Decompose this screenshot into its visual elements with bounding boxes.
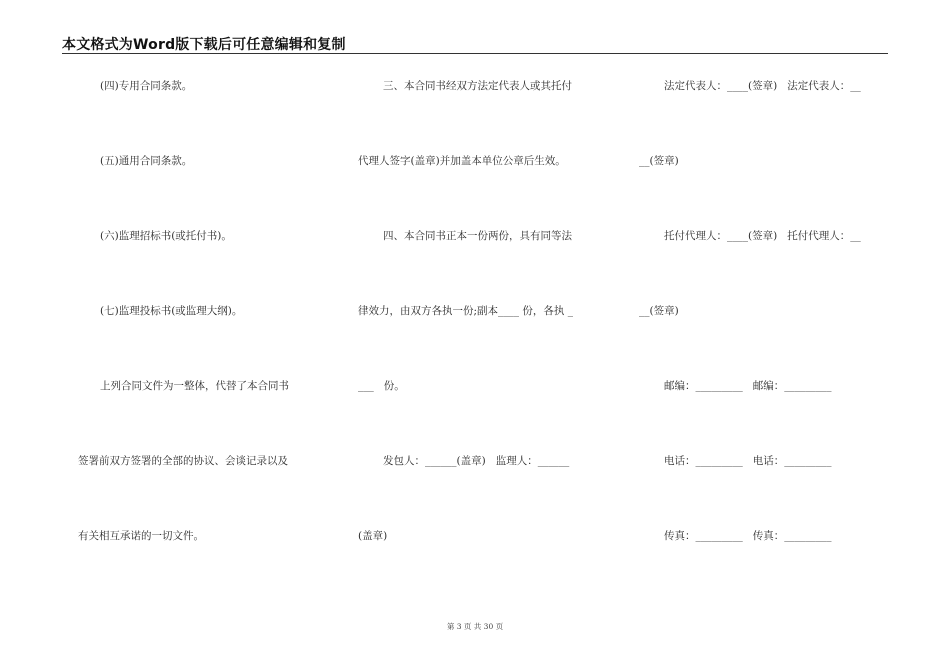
col1-line-3: (六)监理招标书(或托付书)。: [100, 230, 232, 242]
col1-line-7: 有关相互承诺的一切文件。: [78, 530, 204, 542]
col1-line-6: 签署前双方签署的全部的协议、会谈记录以及: [78, 455, 288, 467]
col2-line-2: 代理人签字(盖章)并加盖本单位公章后生效。: [358, 155, 566, 167]
document-header-title: 本文格式为Word版下载后可任意编辑和复制: [62, 37, 346, 53]
page-number: 第 3 页 共 30 页: [446, 622, 504, 631]
col2-line-3: 四、本合同书正本一份两份，具有同等法: [383, 230, 572, 242]
col3-line-1: 法定代表人：____(签章) 法定代表人：__: [664, 80, 861, 92]
col2-line-6: 发包人：______(盖章) 监理人：______: [383, 455, 570, 467]
col1-line-2: (五)通用合同条款。: [100, 155, 193, 167]
col1-line-4: (七)监理投标书(或监理大纲)。: [100, 305, 243, 317]
col2-line-1: 三、本合同书经双方法定代表人或其托付: [383, 80, 572, 92]
header-divider: [62, 53, 888, 54]
col3-line-4: __(签章): [639, 305, 679, 317]
col3-line-3: 托付代理人：____(签章) 托付代理人：__: [664, 230, 861, 242]
col2-line-5: ___ 份。: [358, 380, 405, 392]
col2-line-7: (盖章): [358, 530, 388, 542]
col3-line-5: 邮编：_________ 邮编：_________: [664, 380, 832, 392]
col2-line-4: 律效力，由双方各执一份;副本____ 份，各执 _: [358, 305, 573, 317]
col1-line-5: 上列合同文件为一整体，代替了本合同书: [100, 380, 289, 392]
col1-line-1: (四)专用合同条款。: [100, 80, 193, 92]
col3-line-6: 电话：_________ 电话：_________: [664, 455, 832, 467]
col3-line-7: 传真：_________ 传真：_________: [664, 530, 832, 542]
col3-line-2: __(签章): [639, 155, 679, 167]
